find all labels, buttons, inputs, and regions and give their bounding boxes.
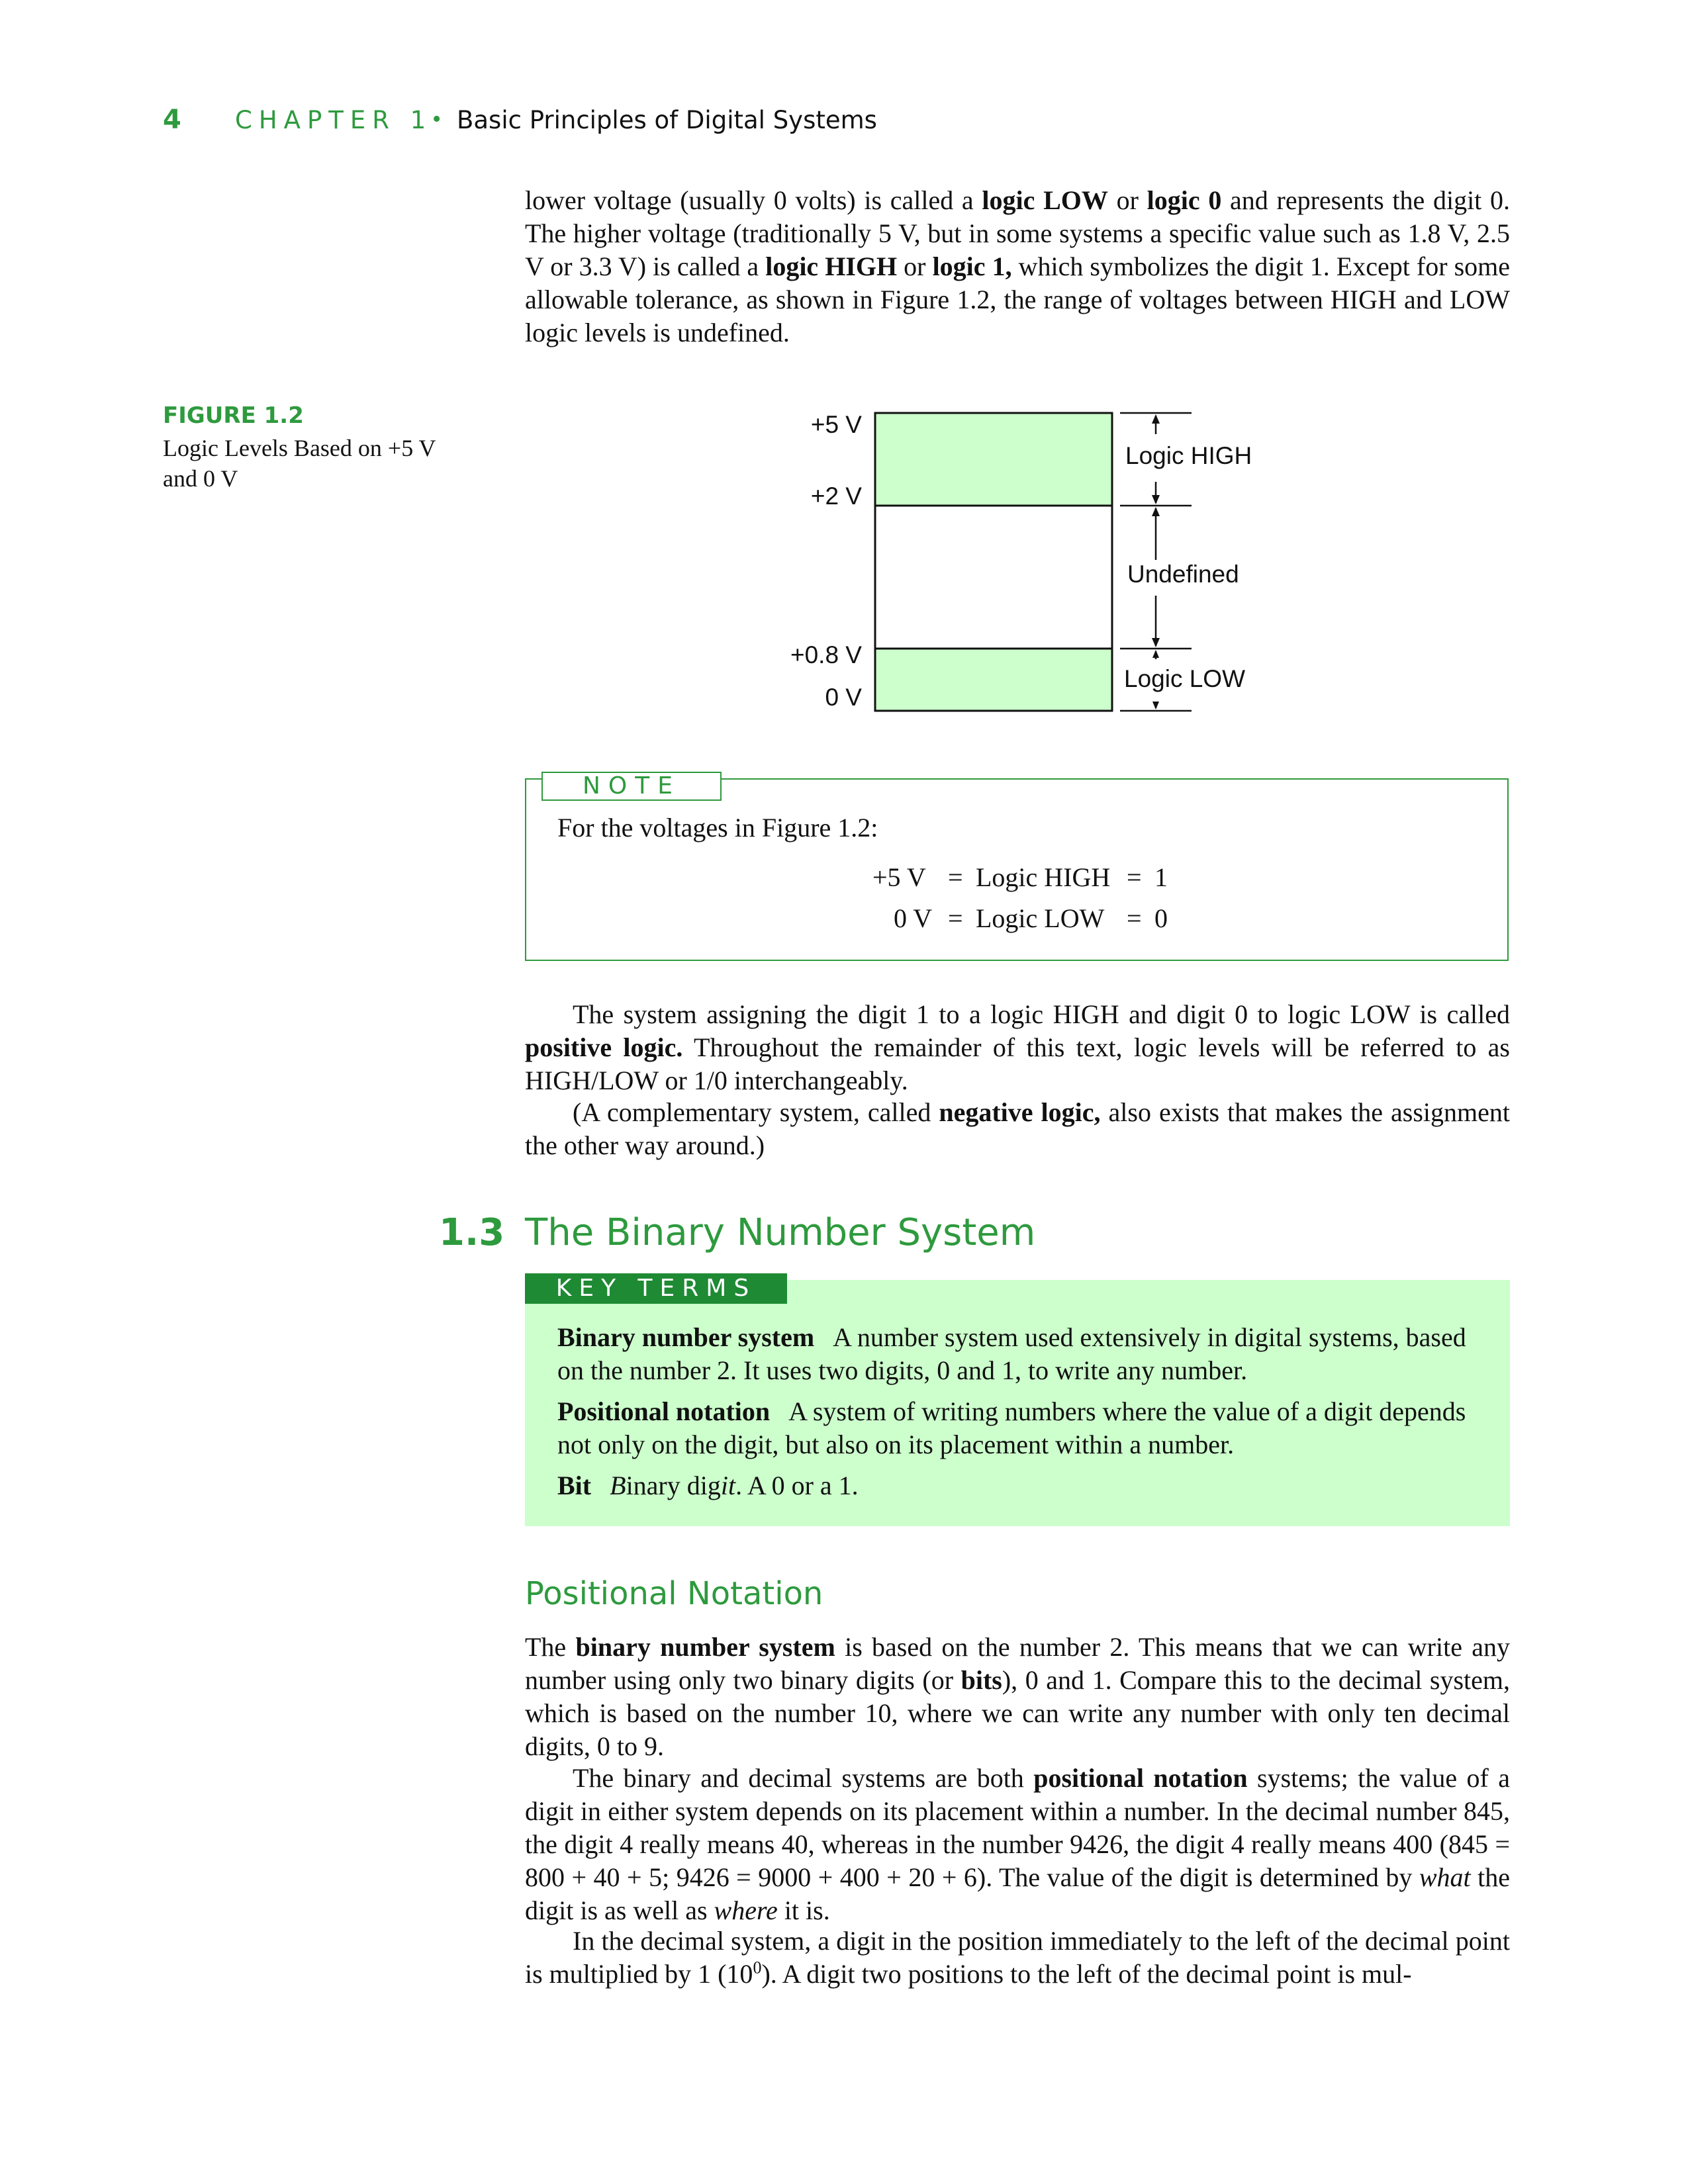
- positional-notation-paragraph: [525, 1762, 1510, 1927]
- bold-term: positional notation: [1033, 1763, 1248, 1793]
- arrow-down-icon: [1152, 702, 1159, 709]
- term-definition-italic: it: [720, 1471, 736, 1500]
- figure-label: FIGURE 1.2: [163, 402, 304, 429]
- superscript: 0: [753, 1958, 762, 1978]
- arrow-up-icon: [1152, 507, 1160, 516]
- running-title: Basic Principles of Digital Systems: [457, 106, 877, 134]
- arrow-up-icon: [1152, 650, 1159, 658]
- equation-right: 1: [1154, 862, 1168, 892]
- decimal-system-paragraph: [525, 1925, 1510, 1991]
- equation-equals: =: [948, 903, 963, 933]
- key-term-bit: [557, 1469, 1477, 1502]
- voltage-label-5v: +5 V: [810, 411, 862, 438]
- note-intro: For the voltages in Figure 1.2:: [557, 813, 878, 842]
- text-run: or: [897, 251, 933, 281]
- equation-equals: =: [1127, 862, 1142, 892]
- bold-term: logic 1,: [932, 251, 1012, 281]
- chapter-label: CHAPTER 1: [235, 106, 433, 134]
- text-run: Throughout the remainder of this text, logic levels will be referred to as HIGH/LOW or 1/0 interchangeably.: [525, 1032, 1511, 1095]
- key-terms-title: KEY TERMS: [525, 1273, 787, 1304]
- arrow-down-icon: [1152, 638, 1160, 647]
- text-run: also exists that makes the assignment the other way around.): [525, 1097, 1511, 1160]
- text-run: is based on the number 2. This means that we can write any number using only two binary digits (or: [525, 1632, 1510, 1695]
- term-definition: A system of writing numbers where the value of a digit depends not only on the digit, but also on its placement within a number.: [557, 1396, 1466, 1459]
- bold-term: bits: [961, 1665, 1002, 1695]
- key-term-binary-number-system: [557, 1321, 1477, 1387]
- text-run: The: [525, 1632, 576, 1662]
- equation-right: 0: [1154, 903, 1168, 933]
- binary-system-paragraph: [525, 1631, 1510, 1763]
- bold-term: logic LOW: [982, 185, 1108, 215]
- term-definition: . A 0 or a 1.: [735, 1471, 859, 1500]
- logic-high-band: [875, 413, 1112, 506]
- figure-caption: Logic Levels Based on +5 V and 0 V: [163, 435, 436, 492]
- page-number: 4: [163, 105, 181, 135]
- term-definition-italic: B: [610, 1471, 626, 1500]
- bold-term: negative logic,: [939, 1097, 1101, 1127]
- term-definition: A number system used extensively in digital systems, based on the number 2. It uses two digits, 0 and 1, to write any number.: [557, 1322, 1466, 1385]
- bold-term: positive logic.: [525, 1032, 683, 1062]
- running-head-bullet: •: [432, 105, 442, 133]
- text-run: lower voltage (usually 0 volts) is called a: [525, 185, 982, 215]
- text-run: and represents the digit 0. The higher voltage (traditionally 5 V, but in some systems a specific value such as 1.8 V, 2.5 V or 3.3 V) is called a: [525, 185, 1511, 281]
- text-run: (A complementary system, called: [573, 1097, 939, 1127]
- undefined-band: [875, 506, 1112, 649]
- voltage-label-08v: +0.8 V: [790, 641, 862, 668]
- term-name: Bit: [557, 1471, 592, 1500]
- equation-mid: Logic LOW: [976, 903, 1105, 933]
- positive-logic-paragraph: [525, 998, 1510, 1097]
- region-label-low: Logic LOW: [1124, 665, 1246, 692]
- voltage-label-2v: +2 V: [810, 482, 862, 510]
- equation-left: 0 V: [894, 903, 933, 933]
- term-definition: inary dig: [626, 1471, 721, 1500]
- equation-mid: Logic HIGH: [976, 862, 1111, 892]
- text-run: ). A digit two positions to the left of the decimal point is mul-: [761, 1959, 1412, 1989]
- subsection-title: Positional Notation: [525, 1575, 823, 1612]
- logic-low-band: [875, 649, 1112, 711]
- region-label-high: Logic HIGH: [1125, 442, 1252, 469]
- section-number: 1.3: [439, 1211, 505, 1254]
- logic-level-diagram: [761, 397, 1291, 728]
- text-run: In the decimal system, a digit in the position immediately to the left of the decimal point is multiplied by 1 (10: [525, 1926, 1510, 1989]
- equation-equals: =: [1127, 903, 1142, 933]
- bold-term: logic 0: [1147, 185, 1222, 215]
- region-label-undefined: Undefined: [1127, 561, 1239, 588]
- italic-term: where: [714, 1895, 778, 1925]
- text-run: which symbolizes the digit 1. Except for some allowable tolerance, as shown in Figure 1.2, the range of voltages between HIGH and LOW logic levels is undefined.: [525, 251, 1511, 347]
- arrow-down-icon: [1152, 495, 1160, 504]
- text-run: The binary and decimal systems are both: [573, 1763, 1034, 1793]
- section-title: The Binary Number System: [525, 1211, 1036, 1254]
- bold-term: logic HIGH: [765, 251, 898, 281]
- bold-term: binary number system: [575, 1632, 835, 1662]
- text-run: the digit is as well as: [525, 1862, 1511, 1925]
- text-run: ), 0 and 1. Compare this to the decimal system, which is based on the number 10, where we can write any number with only ten decimal digits, 0 to 9.: [525, 1665, 1511, 1761]
- negative-logic-paragraph: [525, 1096, 1510, 1162]
- note-title: NOTE: [541, 772, 722, 801]
- voltage-label-0v: 0 V: [825, 684, 862, 711]
- term-name: Positional notation: [557, 1396, 771, 1426]
- equation-equals: =: [948, 862, 963, 892]
- italic-term: what: [1419, 1862, 1471, 1892]
- text-run: systems; the value of a digit in either system depends on its placement within a number. In the decimal number 845, the digit 4 really means 40, whereas in the number 9426, the digit 4 really means 400 (845 = 800 + 40 + 5; 9426 = 9000 + 400 + 20 + 6). The value of the digit is determined by: [525, 1763, 1510, 1892]
- arrow-up-icon: [1152, 414, 1160, 424]
- key-term-positional-notation: [557, 1395, 1477, 1461]
- text-run: or: [1107, 185, 1147, 215]
- intro-paragraph: [525, 184, 1510, 349]
- equation-left: +5 V: [872, 862, 926, 892]
- term-name: Binary number system: [557, 1322, 815, 1352]
- text-run: The system assigning the digit 1 to a logic HIGH and digit 0 to logic LOW is called: [573, 999, 1510, 1029]
- text-run: it is.: [777, 1895, 830, 1925]
